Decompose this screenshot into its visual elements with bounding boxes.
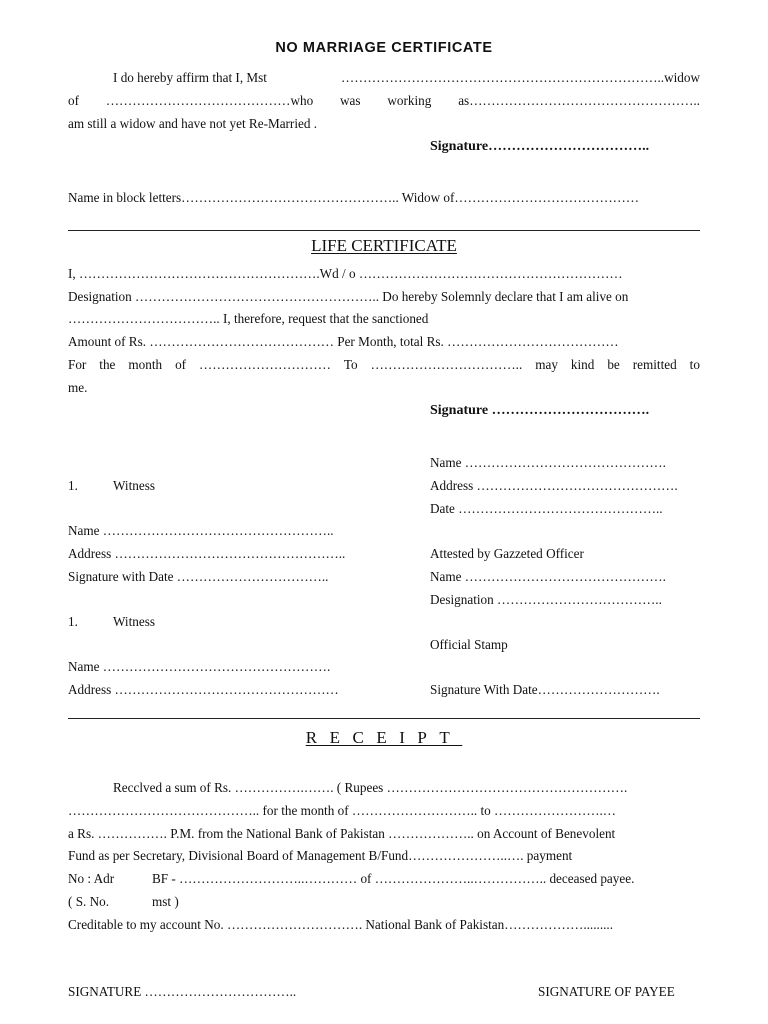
official-stamp-label: Official Stamp (430, 637, 508, 652)
word: to (689, 357, 700, 372)
witness-2-label: Witness (113, 614, 155, 629)
witness-2-name-line: Name ……………………………………………. (68, 659, 331, 674)
life-line-4: Amount of Rs. …………………………………… Per Month, total Rs. ………………………………… (68, 334, 619, 349)
word: was (340, 93, 361, 108)
block-letters-name-line: Name in block letters………………………………………….. Widow of…………………………………… (68, 190, 640, 205)
applicant-address-line: Address ………………………………………. (430, 478, 678, 493)
life-line-6: me. (68, 380, 88, 395)
life-line-1: I, ……………………………………………….Wd / o …………………………………………………… (68, 266, 623, 281)
no-marriage-certificate-title: NO MARRIAGE CERTIFICATE (275, 40, 493, 56)
section-divider-2 (68, 718, 700, 719)
word: For (68, 357, 87, 372)
adr-label: No : Adr (68, 871, 115, 886)
officer-name-line: Name ………………………………………. (430, 569, 666, 584)
month-to-blank: …………………………….. (370, 357, 523, 372)
life-line-3: …………………………….. I, therefore, request that the sanctioned (68, 311, 429, 326)
witness-1-address-line: Address …………………………………………….. (68, 546, 346, 561)
signature-of-payee-label: SIGNATURE OF PAYEE (538, 984, 675, 999)
life-certificate-signature: Signature ……………………………. (430, 403, 650, 418)
mst-name-blank: ………………………………………………………………..widow (341, 70, 700, 85)
affirmation-line-2 (68, 93, 700, 109)
witness-1-number: 1. (68, 478, 78, 493)
receipt-title-text: RECEIPT (305, 728, 463, 747)
attested-by-label: Attested by Gazzeted Officer (430, 546, 584, 561)
life-line-2: Designation ……………………………………………….. Do hereby Solemnly declare that I am alive on (68, 289, 629, 304)
affirmation-text: I do hereby affirm that I, Mst (113, 70, 267, 85)
witness-2-number: 1. (68, 614, 78, 629)
word: month (128, 357, 163, 372)
section-divider-1 (68, 230, 700, 231)
word: may (535, 357, 558, 372)
officer-signature-date-line: Signature With Date………………………. (430, 682, 660, 697)
witness-2-address-line: Address …………………………………………… (68, 682, 339, 697)
life-certificate-title-text: LIFE CERTIFICATE (311, 236, 457, 255)
husband-name-blank: ……………………………………who (105, 93, 314, 108)
serial-number-label: ( S. No. (68, 894, 110, 909)
applicant-name-line: Name ………………………………………. (430, 455, 666, 470)
life-line-5 (68, 357, 700, 373)
word: To (343, 357, 358, 372)
month-from-blank: ………………………… (199, 357, 331, 372)
word: kind (570, 357, 595, 372)
word: of (175, 357, 187, 372)
witness-1-label: Witness (113, 478, 155, 493)
bf-line: BF - ………………………..………… of …………………..…………….. deceased payee. (152, 871, 635, 886)
word: working (387, 93, 432, 108)
witness-1-signature-line: Signature with Date …………………………….. (68, 569, 329, 584)
receipt-title (0, 728, 768, 748)
designation-blank: as…………………………………………….. (458, 93, 700, 108)
account-number-line: Creditable to my account No. …………………………. National Bank of Pakistan………………......... (68, 917, 614, 932)
word: be (607, 357, 620, 372)
officer-designation-line: Designation ……………………………….. (430, 592, 662, 607)
word: of (68, 93, 79, 108)
no-marriage-signature: Signature…………………………….. (430, 139, 650, 154)
word: the (99, 357, 116, 372)
signature-line: SIGNATURE …………………………….. (68, 984, 297, 999)
receipt-line-4: Fund as per Secretary, Divisional Board of Management B/Fund…………………..…. payment (68, 848, 573, 863)
witness-1-name-line: Name …………………………………………….. (68, 523, 334, 538)
receipt-line-1: Recclved a sum of Rs. …………….……. ( Rupees ………………………………………………. (113, 780, 628, 795)
affirmation-line-3: am still a widow and have not yet Re-Married . (68, 116, 318, 131)
receipt-line-3: a Rs. ……………. P.M. from the National Bank of Pakistan ……………….. on Account of Benevolent (68, 826, 616, 841)
receipt-line-2: …………………………………….. for the month of ……………………….. to …………………….… (68, 803, 616, 818)
applicant-date-line: Date ……………………………………….. (430, 501, 663, 516)
life-certificate-title (0, 236, 768, 256)
affirmation-line-1 (68, 70, 700, 86)
mst-label: mst ) (152, 894, 179, 909)
word: remitted (632, 357, 677, 372)
